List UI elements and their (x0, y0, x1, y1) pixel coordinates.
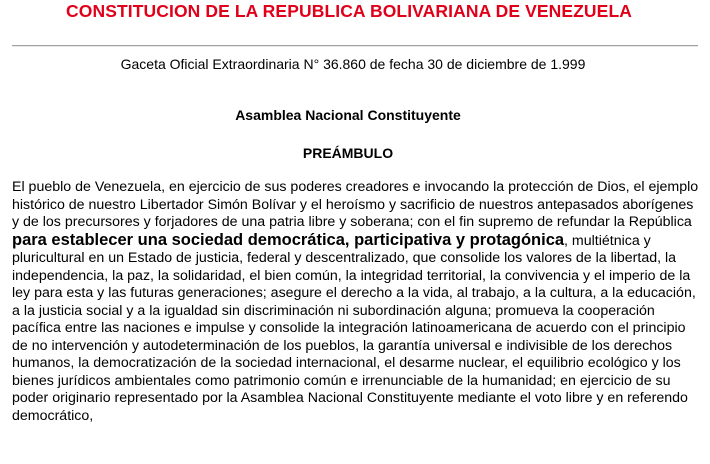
preamble-text-part2: , multiétnica y pluricultural en un Estado de justicia, federal y descentralizado, que consolide los valores de la libertad, la independencia, la paz, la solidaridad, el bien común, la integridad territorial, la convivencia y el imperio de la ley para esta y las futuras generaciones; asegure el derecho a la vida, al trabajo, a la cultura, a la educación, a la justicia social y a la igualdad sin discriminación ni subordinación alguna; promueva la cooperación pacífica entre las naciones e impulse y consolide la integración latinoamericana de acuerdo con el principio de no intervención y autodeterminación de los pueblos, la garantía universal e indivisible de los derechos humanos, la democratización de la sociedad internacional, el desarme nuclear, el equilibrio ecológico y los bienes jurídicos ambientales como patrimonio común e irrenunciable de la humanidad; en ejercicio de su poder originario representado por la Asamblea Nacional Constituyente mediante el voto libre y en referendo democrático, (12, 232, 696, 424)
preamble-text-part1: El pueblo de Venezuela, en ejercicio de sus poderes creadores e invocando la protección de Dios, el ejemplo histórico de nuestro Libertador Simón Bolívar y el heroísmo y sacrificio de nuestros antepasados aborígenes y de los precursores y forjadores de una patria libre y soberana; con el fin supremo de refundar la República (12, 179, 699, 230)
horizontal-divider (12, 45, 698, 47)
gaceta-reference: Gaceta Oficial Extraordinaria N° 36.860 de fecha 30 de diciembre de 1.999 (120, 56, 586, 72)
asamblea-heading: Asamblea Nacional Constituyente (235, 107, 461, 123)
preamble-paragraph (12, 179, 702, 425)
preamble-highlight: para establecer una sociedad democrática, participativa y protagónica (12, 230, 565, 249)
section-heading: PREÁMBULO (302, 145, 394, 161)
document-title: CONSTITUCION DE LA REPUBLICA BOLIVARIANA DE VENEZUELA (66, 1, 632, 21)
